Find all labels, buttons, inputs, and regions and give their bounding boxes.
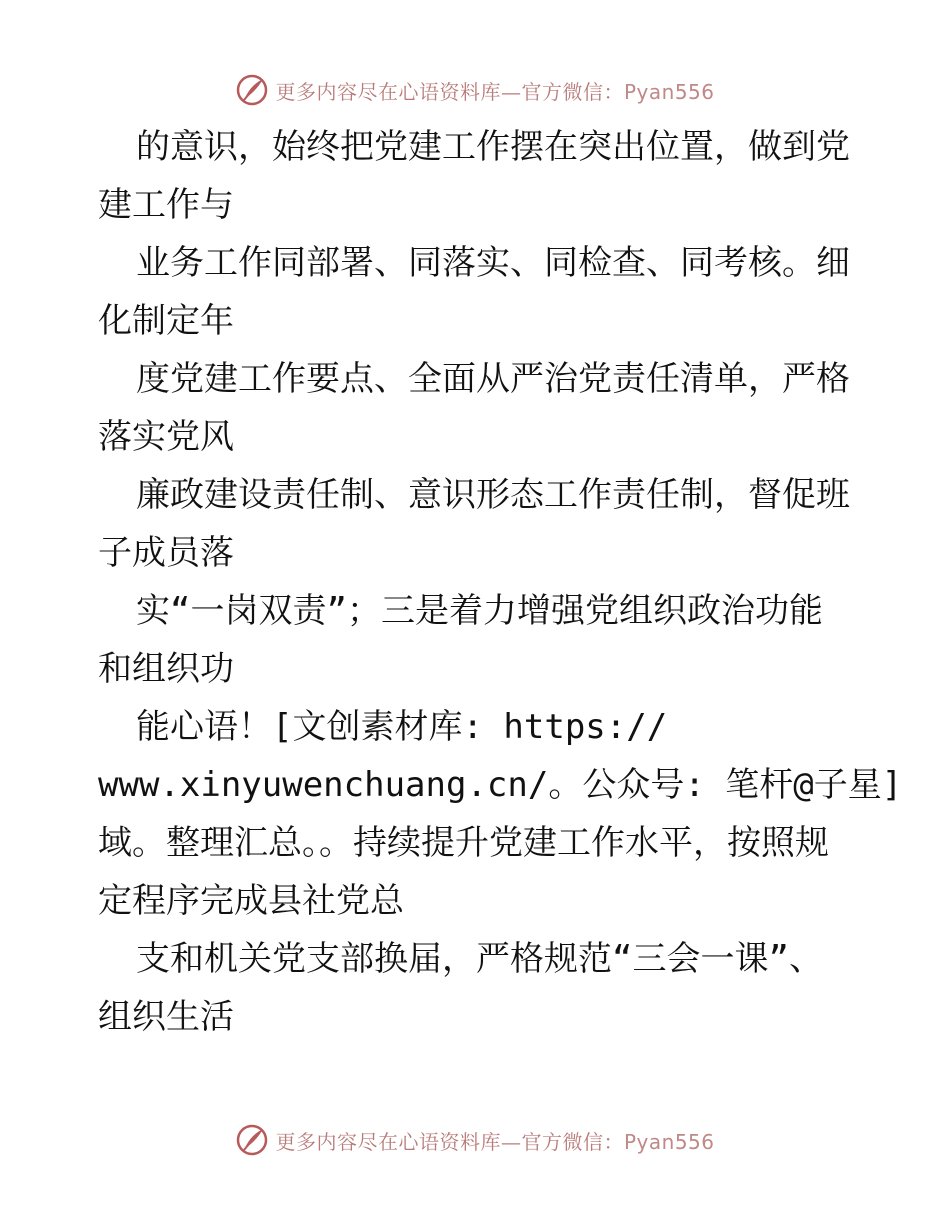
body-line: 廉政建设责任制、意识形态工作责任制，督促班 [136, 475, 850, 515]
body-line: 和组织功 [98, 649, 234, 689]
feather-pen-circle-icon [235, 1123, 269, 1157]
body-line: 能心语！[文创素材库: https:// [136, 707, 668, 747]
body-line: 化制定年 [98, 301, 234, 341]
body-line: 支和机关党支部换届，严格规范“三会一课”、 [136, 939, 823, 979]
header-wechat-id: Pyan556 [623, 79, 715, 104]
body-line: 落实党风 [98, 417, 234, 457]
body-line: 定程序完成县社党总 [98, 881, 404, 921]
header-watermark-banner [0, 70, 950, 110]
body-line: 建工作与 [98, 185, 234, 225]
footer-banner-text: 更多内容尽在心语资料库—官方微信：Pyan556 [275, 1129, 715, 1154]
body-line: 域。整理汇总。。持续提升党建工作水平，按照规 [98, 823, 829, 863]
body-line: 的意识，始终把党建工作摆在突出位置，做到党 [136, 127, 850, 167]
footer-wechat-id: Pyan556 [623, 1129, 715, 1154]
body-line: 实“一岗双责”；三是着力增强党组织政治功能 [136, 591, 823, 631]
feather-pen-circle-icon [235, 73, 269, 107]
body-line: 业务工作同部署、同落实、同检查、同考核。细 [136, 243, 850, 283]
header-banner-text: 更多内容尽在心语资料库—官方微信：Pyan556 [275, 79, 715, 104]
document-body [98, 118, 903, 1046]
body-line: www.xinyuwenchuang.cn/。公众号: 笔杆@子星] [98, 765, 903, 805]
body-line: 度党建工作要点、全面从严治党责任清单，严格 [136, 359, 850, 399]
body-line: 子成员落 [98, 533, 234, 573]
footer-watermark-banner [0, 1120, 950, 1160]
body-line: 组织生活 [98, 997, 234, 1037]
